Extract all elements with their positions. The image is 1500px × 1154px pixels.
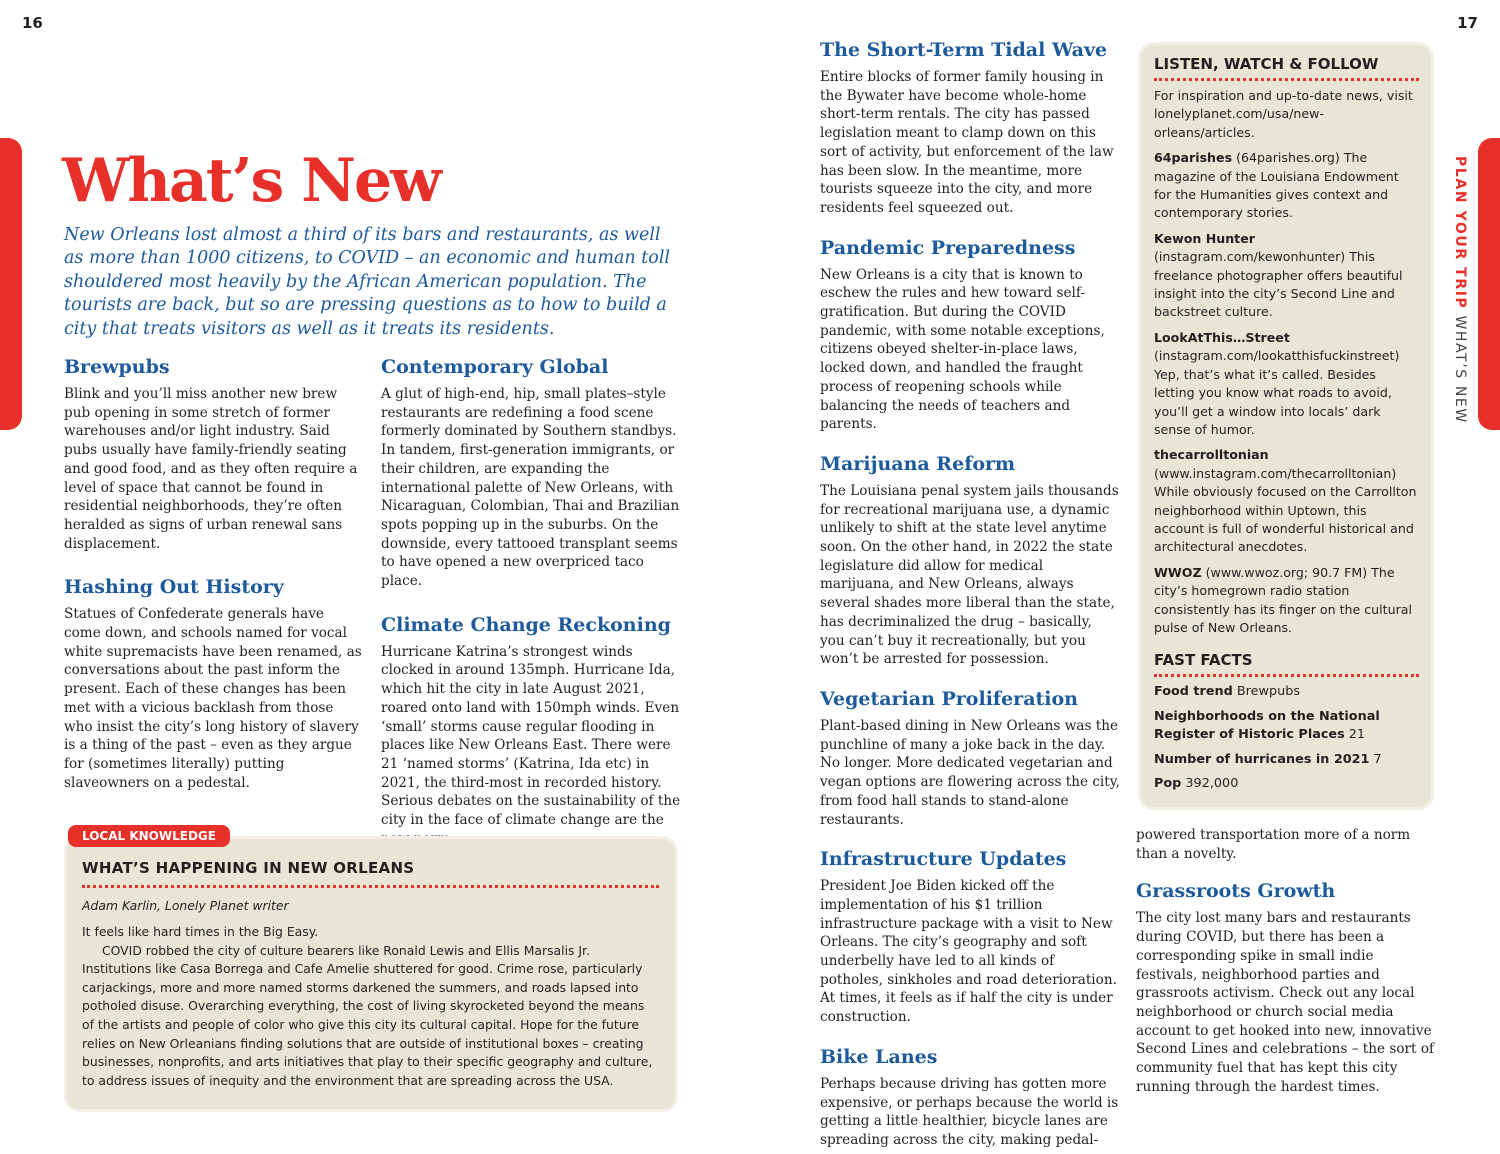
- fact-value: 21: [1344, 727, 1366, 743]
- follow-item: [1154, 564, 1419, 638]
- chapter-tab-right: [1478, 138, 1500, 430]
- side-running-header: [1448, 156, 1472, 424]
- section-body: Plant-based dining in New Orleans was the punchline of many a joke back in the day. No longer. More dedicated vegetarian and vegan options are flowering across the city, from food hall stands to stand-alone restaurants.: [820, 717, 1120, 828]
- section-short-term-tidal-wave: [820, 38, 1120, 218]
- follow-item: [1154, 149, 1419, 223]
- follow-item-text: (www.instagram.com/thecarrolltonian) While obviously focused on the Carrollton neighborhood within Uptown, this account is full of wonderful historical and architectural anecdotes.: [1154, 465, 1417, 555]
- chapter-tab-left: [0, 138, 22, 430]
- section-heading: Grassroots Growth: [1136, 880, 1336, 903]
- follow-item-name: Kewon Hunter: [1154, 230, 1255, 246]
- section-infrastructure-updates: [820, 847, 1120, 1027]
- section-heading: Hashing Out History: [64, 576, 284, 599]
- fact-row: [1154, 775, 1419, 793]
- section-heading: Vegetarian Proliferation: [820, 687, 1078, 710]
- column-1: [64, 355, 362, 792]
- section-body: Blink and you’ll miss another new brew pub opening in some stretch of former warehouses and/or light industry. Said pubs usually have family-friendly seating and good food, and as they often require a level of space that cannot be found in residential neighborhoods, they’re often heralded as signs of urban renewal sans displacement.: [64, 386, 358, 552]
- section-body: President Joe Biden kicked off the implementation of his $1 trillion infrastructure package with a visit to New Orleans. The city’s geography and soft underbelly have led to all kinds of potholes, sinkholes and road deterioration. At times, it feels as if half the city is under construction.: [820, 878, 1117, 1026]
- fact-row: [1154, 751, 1419, 769]
- follow-item-text: (instagram.com/kewonhunter) This freelance photographer offers beautiful insight into the city’s Second Line and backstreet culture.: [1154, 249, 1403, 320]
- intro-paragraph: New Orleans lost almost a third of its bars and restaurants, as well as more than 1000 citizens, to COVID – an economic and human toll shouldered most heavily by the African American population. The tourists are back, but so are pressing questions as to how to build a city that treats visitors as well as it treats its residents.: [64, 225, 671, 339]
- section-contemporary-global: [381, 355, 681, 591]
- follow-item-text: (64parishes.org) The magazine of the Louisiana Endowment for the Humanities gives context and contemporary stories.: [1154, 150, 1399, 221]
- section-grassroots-growth: [1136, 879, 1436, 1096]
- column-4: [1136, 826, 1436, 1096]
- section-body: Statues of Confederate generals have come down, and schools named for vocal white supremacists have been renamed, as conversations about the past inform the present. Each of these changes has been met with a vicious backlash from those who insist the city’s long history of slavery is a thing of the past – even as they argue for (sometimes literally) putting slaveowners on a pedestal.: [64, 606, 362, 791]
- section-heading: Infrastructure Updates: [820, 848, 1067, 871]
- fact-value: Brewpubs: [1232, 684, 1301, 700]
- section-body: The city lost many bars and restaurants during COVID, but there has been a corresponding spike in small indie festivals, neighborhood parties and grassroots activism. Check out any local neighborhood or church social media account to get hooked into new, innovative Second Lines and celebrations – the sort of community fuel that has kept this city running through the hardest times.: [1136, 910, 1435, 1095]
- section-heading: Marijuana Reform: [820, 452, 1016, 475]
- section-body: Hurricane Katrina’s strongest winds clocked in around 135mph. Hurricane Ida, which hit the city in late August 2021, roared onto land with 150mph winds. Even ‘small’ storms cause regular flooding in places like New Orleans East. There were 21 ‘named storms’ (Katrina, Ida etc) in 2021, the third-most in recorded history. Serious debates on the sustainability of the city in the face of climate change are the: [381, 643, 681, 829]
- fact-value: 7: [1369, 751, 1382, 767]
- local-knowledge-paragraph: It feels like hard times in the Big Easy.: [82, 924, 319, 939]
- follow-item: [1154, 446, 1419, 556]
- section-heading: Pandemic Preparedness: [820, 236, 1076, 259]
- local-knowledge-heading: WHAT’S HAPPENING IN NEW ORLEANS: [82, 859, 659, 888]
- section-vegetarian-proliferation: [820, 687, 1120, 829]
- section-body: New Orleans is a city that is known to eschew the rules and hew toward self-gratification. But during the COVID pandemic, with some notable exceptions, citizens obeyed shelter-in-place laws, locked down, and handled the fraught process of reopening schools while balancing the needs of teachers and parents.: [820, 266, 1105, 433]
- fact-value: 392,000: [1181, 776, 1239, 791]
- follow-item: [1154, 329, 1419, 439]
- follow-item-name: 64parishes: [1154, 150, 1233, 166]
- fact-label: Number of hurricanes in 2021: [1154, 751, 1370, 767]
- local-knowledge-paragraph: COVID robbed the city of culture bearers like Ronald Lewis and Ellis Marsalis Jr. Institutions like Casa Borrega and Cafe Amelie shuttered for good. Crime rose, particularly carjackings, more and more named storms darkened the summers, and roads lapsed into potholed disuse. Overarching everything, the cost of living skyrocketed beyond the means of the artists and people of color who give this city its cultural capital. Hope for the future relies on New Orleanians finding solutions that are outside of institutional boxes – creating businesses, nonprofits, and arts initiatives that play to their specific geography and culture, to address issues of inequity and the environment that are spreading across the USA.: [82, 942, 653, 1088]
- section-climate-change: [381, 613, 681, 849]
- page-title: What’s New: [62, 146, 440, 216]
- fact-row: [1154, 708, 1419, 745]
- local-knowledge-box: [64, 836, 678, 1112]
- section-body: powered transportation more of a norm than a novelty.: [1136, 827, 1411, 862]
- section-heading: Bike Lanes: [820, 1045, 938, 1068]
- section-marijuana-reform: [820, 452, 1120, 669]
- page-number-left: 16: [22, 14, 43, 32]
- fast-facts-list: [1154, 683, 1419, 793]
- section-body: Entire blocks of former family housing in the Bywater have become whole-home short-term rentals. The city has passed legislation meant to clamp down on this sort of activity, but enforcement of the law has been slow. In the meantime, more tourists squeeze into the city, and more residents feel squeezed out.: [820, 69, 1114, 216]
- fact-label: Neighborhoods on the National Register of Historic Places: [1154, 708, 1380, 743]
- follow-list: [1154, 87, 1419, 637]
- section-brewpubs: [64, 355, 362, 553]
- follow-item-name: WWOZ: [1154, 564, 1202, 580]
- side-label-chapter: PLAN YOUR TRIP: [1452, 156, 1468, 310]
- column-2: [381, 355, 681, 848]
- section-heading: Climate Change Reckoning: [381, 613, 671, 636]
- fact-label: Food trend: [1154, 684, 1233, 700]
- section-pandemic-preparedness: [820, 236, 1120, 434]
- follow-item: [1154, 230, 1419, 322]
- section-body: The Louisiana penal system jails thousands for recreational marijuana use, a dynamic unlikely to shift at the state level anytime soon. On the other hand, in 2022 the state legislature did allow for medical marijuana, and New Orleans, always several shades more liberal than the state, has decriminalized the drug – basically, you can’t buy it recreationally, but you won’t be arrested for possession.: [820, 482, 1119, 668]
- local-knowledge-badge: LOCAL KNOWLEDGE: [68, 825, 230, 847]
- side-label-section: WHAT’S NEW: [1452, 315, 1468, 424]
- follow-item-name: thecarrolltonian: [1154, 447, 1269, 463]
- fast-facts-heading: FAST FACTS: [1154, 651, 1419, 677]
- fact-label: Pop: [1154, 776, 1182, 791]
- section-hashing-out-history: [64, 575, 362, 792]
- section-body: A glut of high-end, hip, small plates–style restaurants are redefining a food scene formerly dominated by Southern standbys. In tandem, first-generation immigrants, or their children, are expanding the international palette of New Orleans, with Nicaraguan, Colombian, Thai and Brazilian spots popping up in the suburbs. On the downside, every tattooed transplant seems to have opened a new overpriced taco place.: [381, 386, 680, 590]
- section-bike-lanes: [820, 1045, 1120, 1150]
- section-heading: Brewpubs: [64, 356, 170, 378]
- listen-watch-follow-box: [1138, 42, 1434, 810]
- section-heading: Contemporary Global: [381, 356, 609, 378]
- follow-item-text: (instagram.com/lookatthisfuckinstreet) Yep, that’s what it’s called. Besides letting you know what roads to avoid, you’ll get a window into locals’ dark sense of humor.: [1154, 348, 1400, 437]
- follow-item-name: LookAtThis…Street: [1154, 329, 1290, 345]
- column-3: [820, 38, 1120, 1150]
- fact-row: [1154, 683, 1419, 701]
- local-knowledge-author: Adam Karlin, Lonely Planet writer: [82, 898, 289, 913]
- follow-item-text: (www.wwoz.org; 90.7 FM) The city’s homegrown radio station consistently has its finger on the cultural pulse of New Orleans.: [1154, 564, 1412, 635]
- follow-intro: For inspiration and up-to-date news, visit lonelyplanet.com/usa/new-orleans/articles.: [1154, 88, 1413, 140]
- section-body: Perhaps because driving has gotten more expensive, or perhaps because the world is getting a little healthier, bicycle lanes are spreading across the city, making pedal-: [820, 1075, 1119, 1148]
- local-knowledge-body: [82, 923, 659, 1090]
- section-heading: The Short-Term Tidal Wave: [820, 39, 1108, 61]
- follow-heading: LISTEN, WATCH & FOLLOW: [1154, 55, 1419, 81]
- section-bike-lanes-continued: [1136, 826, 1436, 863]
- page-number-right: 17: [1457, 14, 1478, 32]
